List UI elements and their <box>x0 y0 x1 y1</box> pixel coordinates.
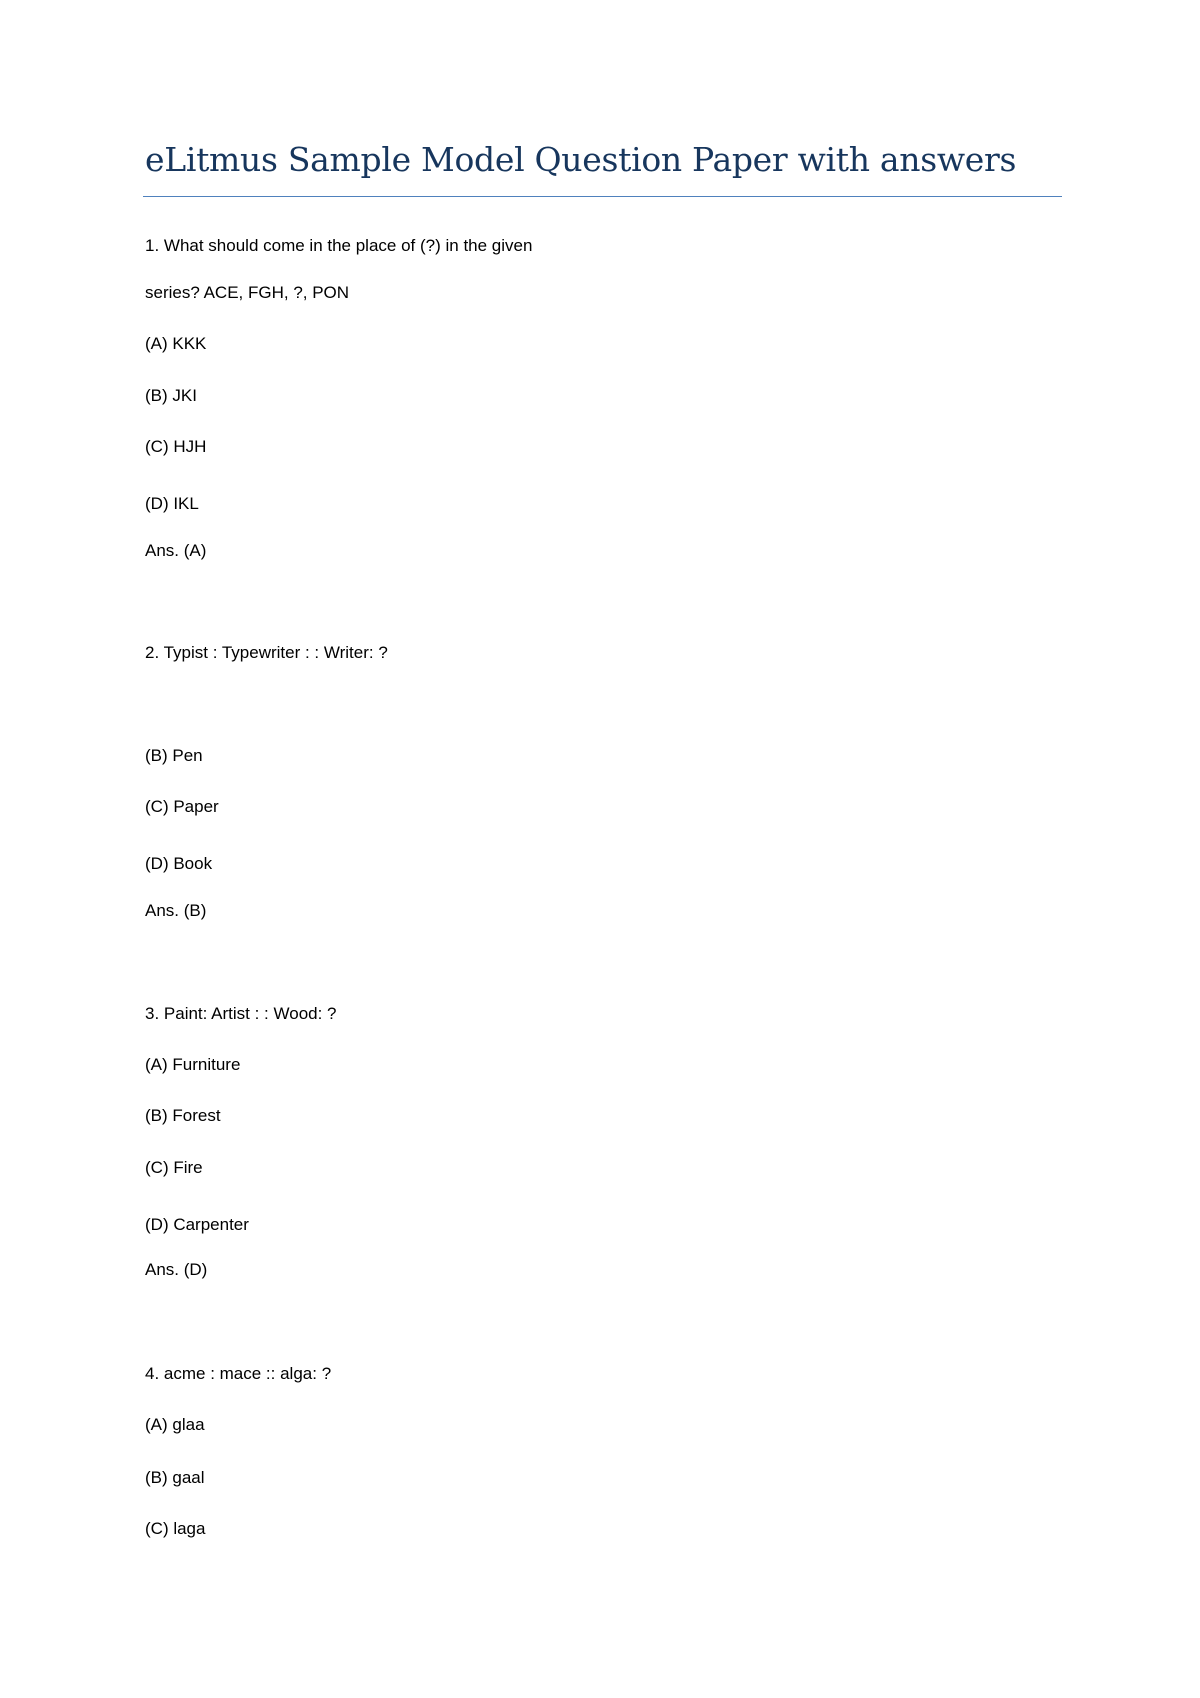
question-1-answer: Ans. (A) <box>145 541 207 560</box>
question-1-option-a: (A) KKK <box>145 334 207 353</box>
question-3-option-c: (C) Fire <box>145 1158 203 1177</box>
question-4-option-c: (C) laga <box>145 1519 206 1538</box>
question-4-text: 4. acme : mace :: alga: ? <box>145 1364 332 1383</box>
question-2-answer: Ans. (B) <box>145 901 207 920</box>
question-2-option-b: (B) Pen <box>145 746 203 765</box>
question-1-text-line-2: series? ACE, FGH, ?, PON <box>145 283 350 302</box>
question-3-answer: Ans. (D) <box>145 1260 208 1279</box>
question-4-option-a: (A) glaa <box>145 1415 205 1434</box>
title-underline <box>143 196 1062 197</box>
question-2-option-d: (D) Book <box>145 854 213 873</box>
question-3-text: 3. Paint: Artist : : Wood: ? <box>145 1004 337 1023</box>
question-2-text: 2. Typist : Typewriter : : Writer: ? <box>145 643 388 662</box>
question-2-option-c: (C) Paper <box>145 797 219 816</box>
question-4-option-b: (B) gaal <box>145 1468 205 1487</box>
question-1-option-d: (D) IKL <box>145 494 199 513</box>
question-3-option-d: (D) Carpenter <box>145 1215 249 1234</box>
document-title: eLitmus Sample Model Question Paper with answers <box>145 140 1017 179</box>
question-1-option-c: (C) HJH <box>145 437 207 456</box>
question-1-option-b: (B) JKI <box>145 386 197 405</box>
question-3-option-b: (B) Forest <box>145 1106 221 1125</box>
question-1-text-line-1: 1. What should come in the place of (?) in the given <box>145 236 533 255</box>
question-3-option-a: (A) Furniture <box>145 1055 241 1074</box>
